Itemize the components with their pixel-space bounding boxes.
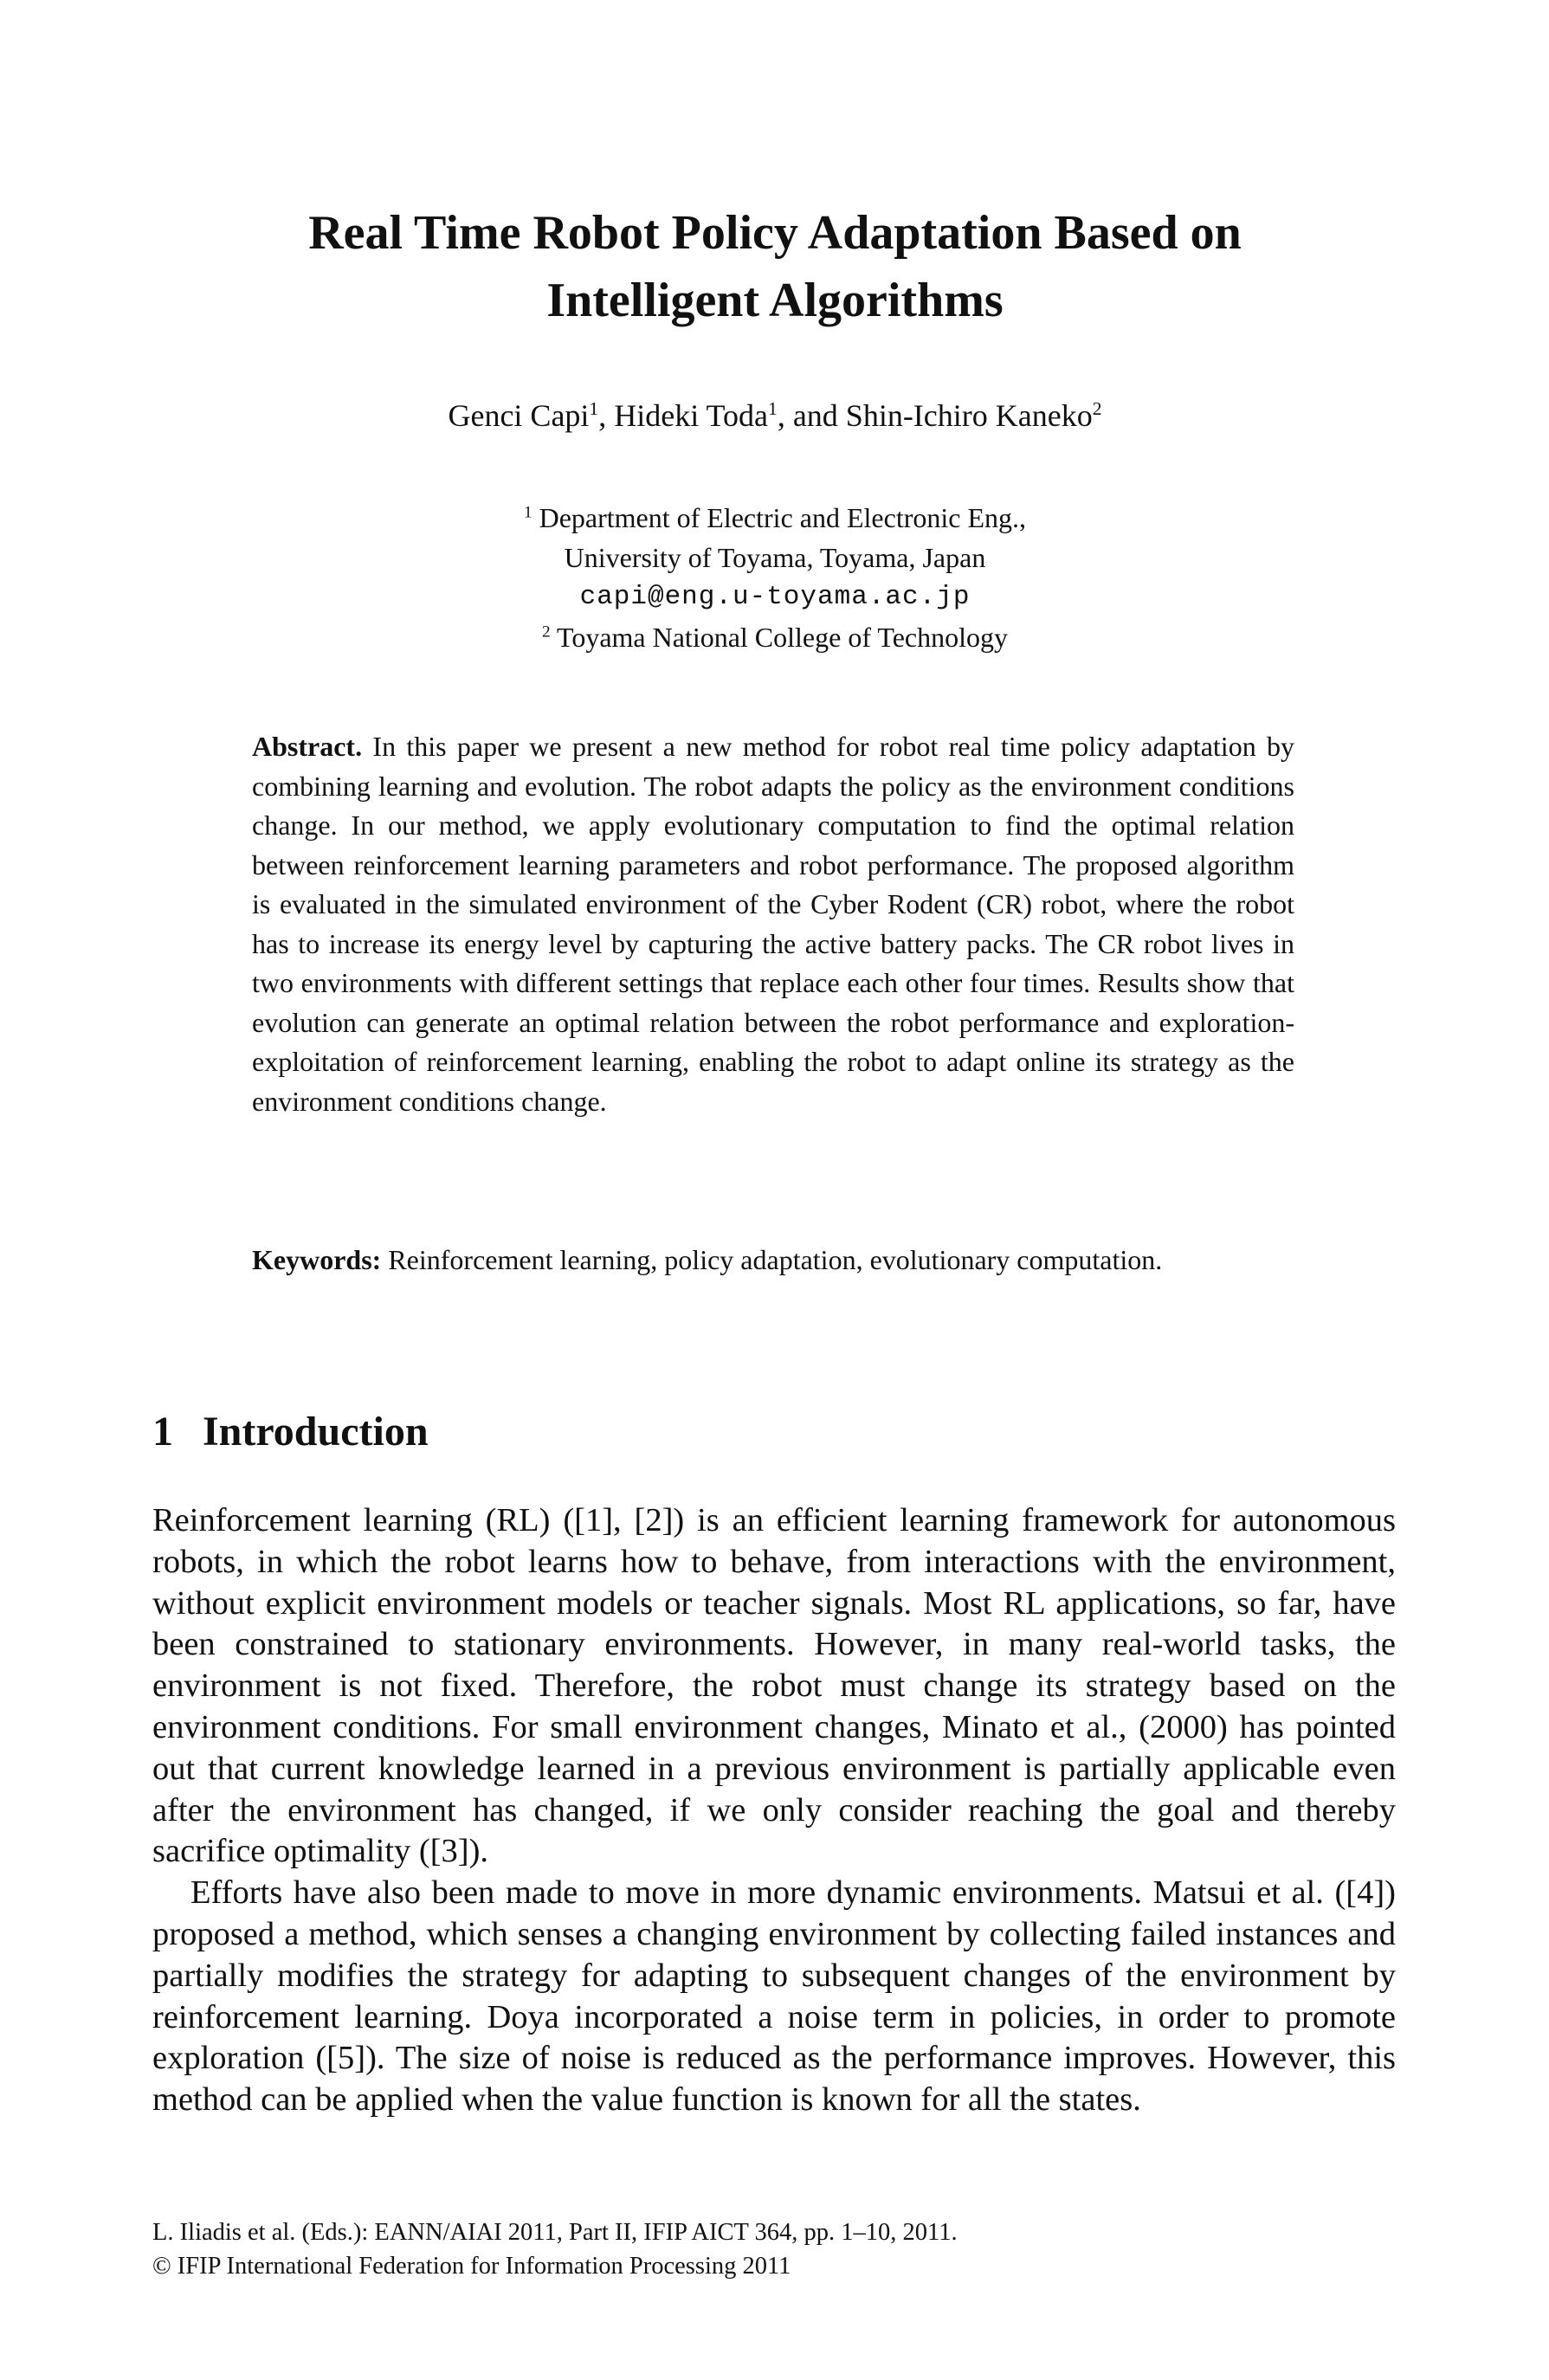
paper-title <box>208 199 1342 334</box>
abstract-label: Abstract. <box>252 731 363 762</box>
affiliation-mark: 1 <box>523 503 532 522</box>
affiliation-1-line-2: University of Toyama, Toyama, Japan <box>564 542 986 573</box>
section-title: Introduction <box>203 1409 429 1454</box>
title-line-1: Real Time Robot Policy Adaptation Based on <box>308 206 1242 260</box>
copyright-line: © IFIP International Federation for Information Processing 2011 <box>152 2253 791 2280</box>
abstract <box>252 727 1294 1121</box>
affiliation-2-line-1: $^2$ Toyama National College of Technology <box>541 622 1009 653</box>
affiliation-1-line-1: $^1$ Department of Electric and Electronic Eng., <box>523 502 1026 533</box>
author-separator: , <box>598 398 615 433</box>
affiliation-mark: 2 <box>541 622 551 642</box>
author-name: Genci Capi <box>448 398 590 433</box>
keywords <box>252 1241 1294 1280</box>
author-name: Shin-Ichiro Kaneko <box>845 398 1093 433</box>
author-email: capi@eng.u-toyama.ac.jp <box>579 582 971 612</box>
keywords-text: Reinforcement learning, policy adaptation, evolutionary computation. <box>388 1244 1163 1275</box>
section-body <box>152 1500 1396 2121</box>
body-paragraph-1: Reinforcement learning (RL) ([1], [2]) is an efficient learning framework for autonomous robots, in which the robot learns how to behave, from interactions with the environment, without explicit environment models or teacher signals. Most RL applications, so far, have been constrained to stationary environments. However, in many real-world tasks, the environment is not fixed. Therefore, the robot must change its strategy based on the environment conditions. For small environment changes, Minato et al., (2000) has pointed out that current knowledge learned in a previous environment is partially applicable even after the environment has changed, if we only consider reaching the goal and thereby sacrifice optimality ([3]). <box>152 1502 1396 1870</box>
title-line-2: Intelligent Algorithms <box>546 274 1004 327</box>
author-name: Hideki Toda <box>614 398 769 433</box>
author-affiliation-mark: 1 <box>768 398 778 419</box>
author-list <box>260 394 1290 437</box>
section-heading <box>152 1404 1365 1460</box>
section-number: 1 <box>152 1409 173 1454</box>
keywords-label: Keywords: <box>252 1244 382 1275</box>
citation-line: L. Iliadis et al. (Eds.): EANN/AIAI 2011, Part II, IFIP AICT 364, pp. 1–10, 2011. <box>152 2219 958 2246</box>
affiliations <box>260 498 1290 657</box>
body-paragraph-2: Efforts have also been made to move in more dynamic environments. Matsui et al. ([4]) proposed a method, which senses a changing environment by collecting failed instances and partially modifies the strategy for adapting to subsequent changes of the environment by reinforcement learning. Doya incorporated a noise term in policies, in order to promote exploration ([5]). The size of noise is reduced as the performance improves. However, this method can be applied when the value function is known for all the states. <box>152 1874 1396 2119</box>
citation-footer <box>152 2216 1278 2283</box>
author-affiliation-mark: 2 <box>1092 398 1102 419</box>
author-separator: , and <box>777 398 846 433</box>
author-affiliation-mark: 1 <box>589 398 599 419</box>
abstract-text: In this paper we present a new method for robot real time policy adaptation by combining learning and evolution. The robot adapts the policy as the environment conditions change. In our method, we apply evolutionary computation to find the optimal relation between reinforcement learning parameters and robot performance. The proposed algorithm is evaluated in the simulated environment of the Cyber Rodent (CR) robot, where the robot has to increase its energy level by capturing the active battery packs. The CR robot lives in two environments with different settings that replace each other four times. Results show that evolution can generate an optimal relation between the robot performance and exploration-exploitation of reinforcement learning, enabling the robot to adapt online its strategy as the environment conditions change. <box>252 731 1295 1117</box>
